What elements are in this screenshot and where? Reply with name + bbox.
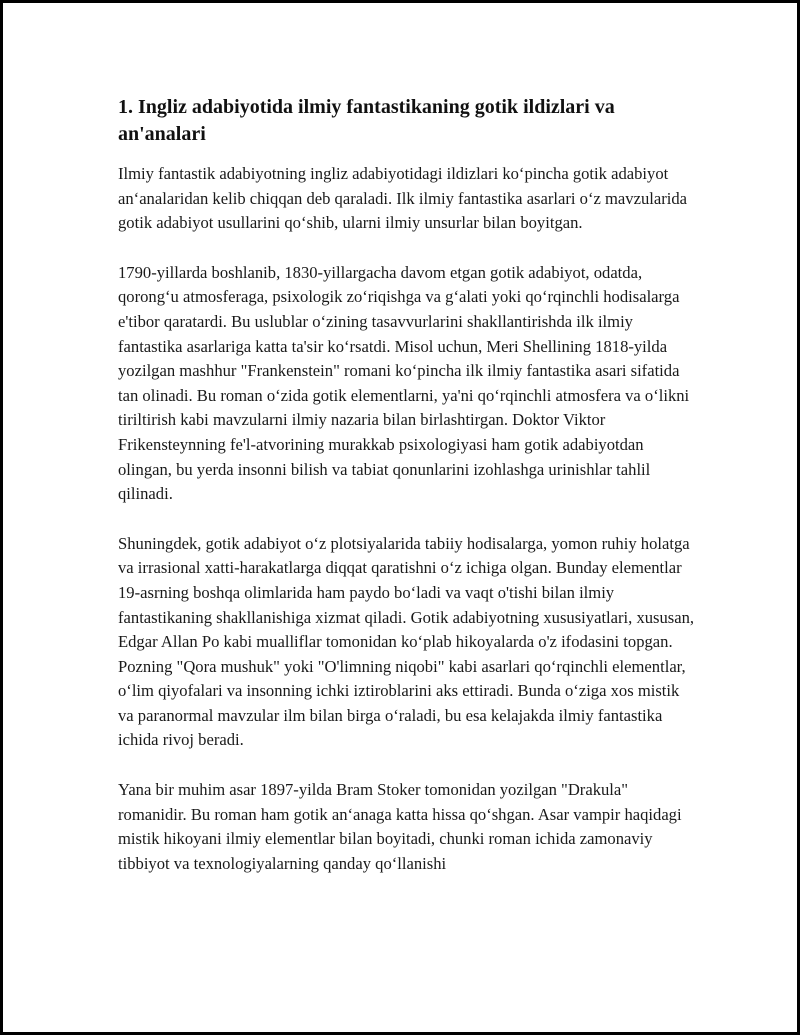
paragraph-4: Yana bir muhim asar 1897-yilda Bram Stoker tomonidan yozilgan "Drakula" romanidir. Bu roman ham gotik anʻanaga katta hissa qoʻshgan. Asar vampir haqidagi mistik hikoyani ilmiy elementlar bilan boyitadi, chunki roman ichida zamonaviy tibbiyot va texnologiyalarning qanday qoʻllanishi bbox=[118, 780, 682, 873]
paragraph-2: 1790-yillarda boshlanib, 1830-yillargacha davom etgan gotik adabiyot, odatda, qorongʻu atmosferaga, psixologik zoʻriqishga va gʻalati yoki qoʻrqinchli hodisalarga e'tibor qaratardi. Bu uslublar oʻzining tasavvurlarini shakllantirishda ilk ilmiy fantastika asarlariga katta ta'sir koʻrsatdi. Misol uchun, Meri Shellining 1818-yilda yozilgan mashhur "Frankenstein" romani koʻpincha ilk ilmiy fantastika asari sifatida tan olinadi. Bu roman oʻzida gotik elementlarni, ya'ni qoʻrqinchli atmosfera va oʻlikni tiriltirish kabi mavzularni ilmiy nazaria bilan birlashtirgan. Doktor Viktor Frikensteynning fe'l-atvorining murakkab psixologiyasi ham gotik adabiyotdan olingan, bu yerda insonni bilish va tabiat qonunlarini izohlashga urinishlar tahlil qilinadi. bbox=[118, 262, 690, 504]
section-heading: 1. Ingliz adabiyotida ilmiy fantastikaning gotik ildizlari va an'analari bbox=[118, 96, 615, 145]
paragraph-3: Shuningdek, gotik adabiyot oʻz plotsiyalarida tabiiy hodisalarga, yomon ruhiy holatga va irrasional xatti-harakatlarga diqqat qaratishni oʻz ichiga olgan. Bunday elementlar 19-asrning boshqa olimlarida ham paydo boʻladi va vaqt o'tishi bilan ilmiy fantastikaning shakllanishiga xizmat qiladi. Gotik adabiyotning xususiyatlari, xususan, Edgar Allan Po kabi mualliflar tomonidan koʻplab hikoyalarda o'z ifodasini topgan. Pozning "Qora mushuk" yoki "O'limning niqobi" kabi asarlari qoʻrqinchli elementlar, oʻlim qiyofalari va insonning ichki iztiroblarini aks ettiradi. Bunda oʻziga xos mistik va paranormal mavzular ilm bilan birga oʻraladi, bu esa kelajakda ilmiy fantastika ichida rivoj beradi. bbox=[118, 533, 695, 750]
paragraph-1: Ilmiy fantastik adabiyotning ingliz adabiyotidagi ildizlari koʻpincha gotik adabiyot anʻanalaridan kelib chiqqan deb qaraladi. Ilk ilmiy fantastika asarlari oʻz mavzularida gotik adabiyot usullarini qoʻshib, ularni ilmiy unsurlar bilan boyitgan. bbox=[118, 164, 688, 233]
document-body bbox=[118, 94, 698, 901]
